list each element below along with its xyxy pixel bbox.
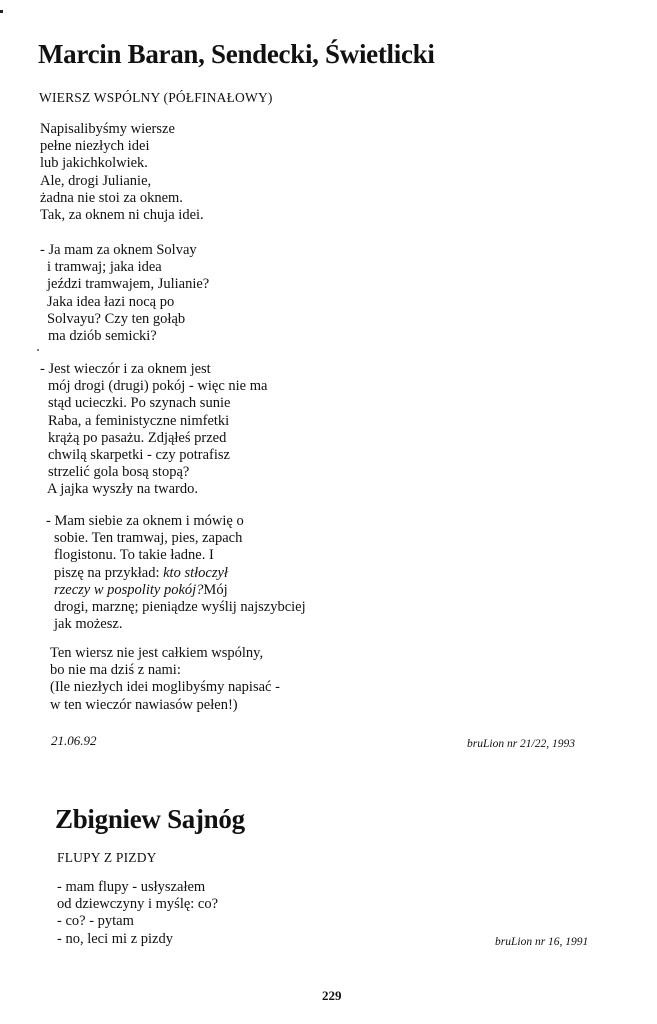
poem-line: krążą po pasażu. Zdjąłeś przed bbox=[48, 429, 227, 446]
poem-line: i tramwaj; jaka idea bbox=[47, 259, 162, 276]
poem-line: A jajka wyszły na twardo. bbox=[47, 481, 199, 498]
poem-line: w ten wieczór nawiasów pełen!) bbox=[50, 696, 238, 713]
poem-line: jeździ tramwajem, Julianie? bbox=[47, 276, 210, 293]
poem-line: Napisalibyśmy wiersze bbox=[40, 121, 175, 137]
poem-line: od dziewczyny i myślę: co? bbox=[57, 896, 219, 913]
poem-line: Solvayu? Czy ten gołąb bbox=[47, 310, 186, 327]
poem-1-author: Marcin Baran, Sendecki, Świetlicki bbox=[38, 39, 435, 69]
poem-line: żadna nie stoi za oknem. bbox=[40, 189, 183, 206]
poem-1-source: bruLion nr 21/22, 1993 bbox=[467, 738, 575, 750]
poem-line-part: Mój bbox=[203, 581, 228, 598]
poem-2-source: bruLion nr 16, 1991 bbox=[495, 936, 589, 948]
poem-line bbox=[46, 565, 306, 582]
scan-speck bbox=[37, 349, 39, 351]
poem-line: ma dziób semicki? bbox=[48, 328, 157, 345]
poem-line: - co? - pytam bbox=[57, 913, 134, 930]
poem-2-author: Zbigniew Sajnóg bbox=[55, 804, 245, 834]
poem-line: bo nie ma dziś z nami: bbox=[50, 662, 181, 679]
poem-line: strzelić gola bosą stopą? bbox=[48, 464, 190, 481]
poem-line: Jaka idea łazi nocą po bbox=[47, 293, 175, 310]
poem-line-italic: kto stłoczył bbox=[163, 564, 228, 581]
poem-line: - Mam siebie za oknem i mówię o bbox=[46, 513, 244, 529]
poem-1-stanza-2 bbox=[40, 242, 209, 345]
poem-line: - Ja mam za oknem Solvay bbox=[40, 242, 197, 258]
poem-1-stanza-4 bbox=[46, 513, 306, 633]
poem-line bbox=[46, 582, 306, 599]
poem-line: pełne niezłych idei bbox=[40, 138, 150, 155]
poem-line: stąd ucieczki. Po szynach sunie bbox=[48, 395, 231, 412]
poem-1-stanza-3 bbox=[40, 361, 267, 499]
poem-1-stanza-1 bbox=[40, 121, 204, 224]
poem-line: - no, leci mi z pizdy bbox=[57, 930, 173, 947]
poem-line: mój drogi (drugi) pokój - więc nie ma bbox=[48, 378, 268, 395]
poem-line: sobie. Ten tramwaj, pies, zapach bbox=[54, 530, 243, 547]
poem-line: flogistonu. To takie ładne. I bbox=[54, 547, 214, 564]
poem-2-stanza-1 bbox=[57, 879, 218, 948]
poem-line: Ale, drogi Julianie, bbox=[40, 172, 152, 189]
poem-line: - mam flupy - usłyszałem bbox=[57, 879, 206, 895]
poem-line: Raba, a feministyczne nimfetki bbox=[48, 412, 230, 429]
poem-line: drogi, marznę; pieniądze wyślij najszybciej bbox=[54, 599, 306, 616]
poem-line-italic: rzeczy w pospolity pokój? bbox=[54, 581, 204, 598]
poem-line: chwilą skarpetki - czy potrafisz bbox=[48, 447, 230, 464]
poem-line-part: piszę na przykład: bbox=[54, 564, 160, 581]
poem-1-date: 21.06.92 bbox=[51, 733, 97, 748]
poem-line: lub jakichkolwiek. bbox=[40, 155, 148, 172]
page-number: 229 bbox=[322, 988, 342, 1003]
poem-1-title: WIERSZ WSPÓLNY (PÓŁFINAŁOWY) bbox=[39, 90, 273, 105]
poem-line: Ten wiersz nie jest całkiem wspólny, bbox=[50, 645, 264, 661]
poem-line: - Jest wieczór i za oknem jest bbox=[40, 361, 211, 377]
scan-edge-mark bbox=[0, 10, 3, 13]
poem-2-title: FLUPY Z PIZDY bbox=[57, 850, 157, 865]
poem-line: jak możesz. bbox=[54, 616, 123, 633]
poem-line: (Ile niezłych idei moglibyśmy napisać - bbox=[50, 679, 280, 696]
poem-1-stanza-5 bbox=[50, 645, 280, 714]
poem-line: Tak, za oknem ni chuja idei. bbox=[40, 207, 204, 224]
